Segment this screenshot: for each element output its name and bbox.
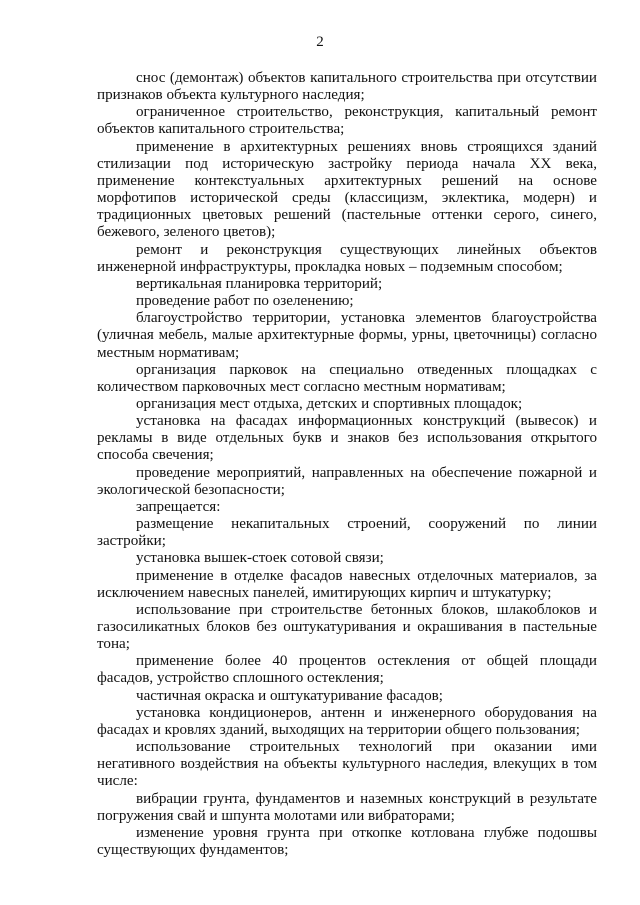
paragraph: установка на фасадах информационных конструкций (вывесок) и рекламы в виде отдельных букв и знаков без использования открытого способа свечения; [97, 413, 597, 464]
paragraph: организация парковок на специально отведенных площадках с количеством парковочных мест согласно местным нормативам; [97, 361, 597, 395]
paragraph: проведение работ по озеленению; [136, 293, 354, 310]
paragraph: установка вышек-стоек сотовой связи; [136, 550, 384, 567]
paragraph: применение более 40 процентов остекления от общей площади фасадов, устройство сплошного остекления; [97, 653, 597, 687]
paragraph: использование при строительстве бетонных блоков, шлакоблоков и газосиликатных блоков без оштукатуривания и окрашивания в пастельные тона; [97, 601, 597, 653]
paragraph: применение в архитектурных решениях вновь строящихся зданий стилизации под историческую застройку периода начала XX века, применение контекстуальных архитектурных решений на основе морфотипов исторической среды (классицизм, эклектика, модерн) и традиционных цветовых решений (пастельные оттенки серого, синего, бежевого, зеленого цветов); [97, 138, 597, 241]
paragraph: установка кондиционеров, антенн и инженерного оборудования на фасадах и кровлях зданий, выходящих на территории общего пользования; [97, 704, 597, 738]
paragraph: проведение мероприятий, направленных на обеспечение пожарной и экологической безопасности; [97, 464, 597, 498]
paragraph: применение в отделке фасадов навесных отделочных материалов, за исключением навесных панелей, имитирующих кирпич и штукатурку; [97, 567, 597, 601]
paragraph: ограниченное строительство, реконструкция, капитальный ремонт объектов капитального строительства; [97, 104, 597, 138]
paragraph: снос (демонтаж) объектов капитального строительства при отсутствии признаков объекта культурного наследия; [97, 70, 597, 104]
paragraph: вибрации грунта, фундаментов и наземных конструкций в результате погружения свай и шпунта молотами или вибраторами; [97, 790, 597, 824]
paragraph: организация мест отдыха, детских и спортивных площадок; [136, 395, 523, 412]
paragraph: ремонт и реконструкция существующих линейных объектов инженерной инфраструктуры, прокладка новых – подземным способом; [97, 241, 597, 275]
document-body [97, 70, 597, 859]
paragraph-heading-prohibited: запрещается: [136, 498, 221, 515]
paragraph: использование строительных технологий при оказании ими негативного воздействия на объекты культурного наследия, влекущих в том числе: [97, 739, 597, 790]
paragraph: размещение некапитальных строений, сооружений по линии застройки; [97, 516, 597, 550]
paragraph: благоустройство территории, установка элементов благоустройства (уличная мебель, малые архитектурные формы, урны, цветочницы) согласно местным нормативам; [97, 310, 597, 361]
paragraph: частичная окраска и оштукатуривание фасадов; [136, 687, 443, 704]
paragraph: изменение уровня грунта при откопке котлована глубже подошвы существующих фундаментов; [97, 824, 597, 859]
page-number: 2 [316, 34, 324, 50]
paragraph: вертикальная планировка территорий; [136, 275, 383, 292]
